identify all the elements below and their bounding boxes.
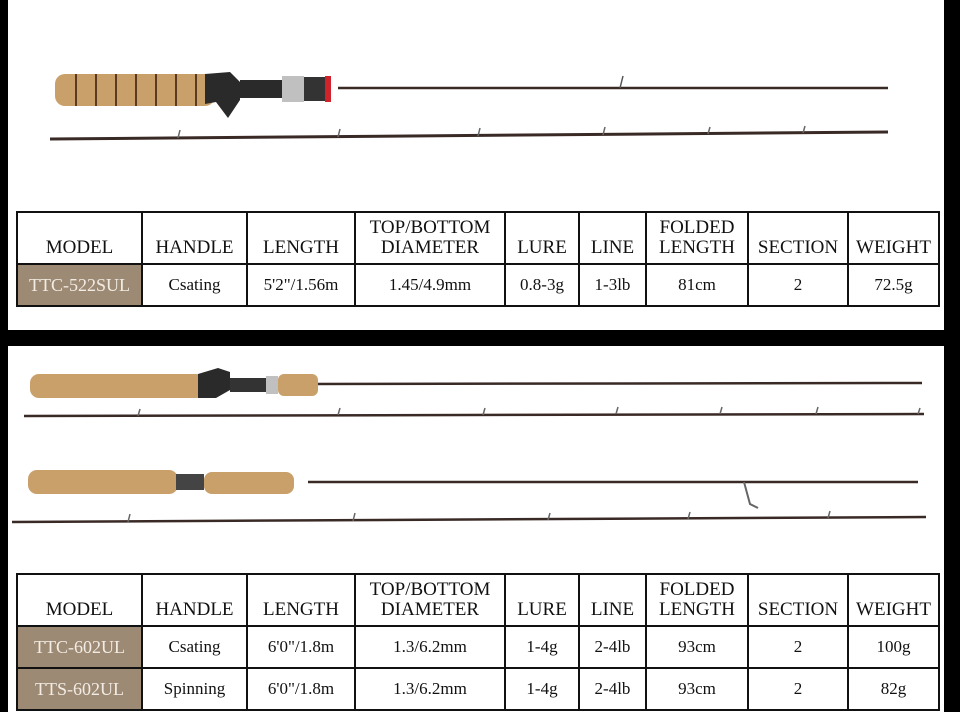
cell-lure: 1-4g (505, 626, 579, 668)
cell-length: 6'0"/1.8m (247, 668, 355, 710)
header-diameter: TOP/BOTTOM DIAMETER (355, 574, 505, 626)
header-model: MODEL (17, 212, 142, 264)
cell-line: 2-4lb (579, 668, 646, 710)
cell-folded: 93cm (646, 626, 748, 668)
header-length: LENGTH (247, 212, 355, 264)
spinning-rod-image (12, 470, 926, 522)
header-length: LENGTH (247, 574, 355, 626)
header-section: SECTION (748, 574, 848, 626)
cell-lure: 1-4g (505, 668, 579, 710)
casting-rod-image-2 (24, 368, 924, 416)
header-folded-length: FOLDED LENGTH (646, 574, 748, 626)
cell-lure: 0.8-3g (505, 264, 579, 306)
product-panel-2 (8, 346, 944, 712)
cell-model: TTC-602UL (17, 626, 142, 668)
rod-tip-section (50, 126, 888, 139)
cell-section: 2 (748, 264, 848, 306)
cell-diameter: 1.45/4.9mm (355, 264, 505, 306)
cell-length: 5'2"/1.56m (247, 264, 355, 306)
cell-folded: 93cm (646, 668, 748, 710)
cell-line: 1-3lb (579, 264, 646, 306)
header-line: LINE (579, 574, 646, 626)
table-header-row (17, 212, 939, 264)
spec-table-2 (16, 573, 940, 711)
header-folded-length: FOLDED LENGTH (646, 212, 748, 264)
cell-handle: Csating (142, 626, 247, 668)
table-header-row (17, 574, 939, 626)
table-row (17, 668, 939, 710)
product-panel-1 (8, 0, 944, 330)
header-line: LINE (579, 212, 646, 264)
cell-model: TTS-602UL (17, 668, 142, 710)
header-lure: LURE (505, 574, 579, 626)
rod-images-2 (8, 346, 944, 546)
cell-folded: 81cm (646, 264, 748, 306)
table-row (17, 626, 939, 668)
cell-section: 2 (748, 668, 848, 710)
cell-model: TTC-522SUL (17, 264, 142, 306)
cell-diameter: 1.3/6.2mm (355, 668, 505, 710)
header-weight: WEIGHT (848, 574, 939, 626)
header-weight: WEIGHT (848, 212, 939, 264)
casting-rod-image-1 (8, 0, 944, 200)
header-handle: HANDLE (142, 212, 247, 264)
cell-weight: 82g (848, 668, 939, 710)
cell-length: 6'0"/1.8m (247, 626, 355, 668)
rod-butt-section (55, 72, 888, 118)
cell-weight: 72.5g (848, 264, 939, 306)
header-section: SECTION (748, 212, 848, 264)
cell-line: 2-4lb (579, 626, 646, 668)
cell-section: 2 (748, 626, 848, 668)
cell-handle: Spinning (142, 668, 247, 710)
header-model: MODEL (17, 574, 142, 626)
cell-weight: 100g (848, 626, 939, 668)
table-row (17, 264, 939, 306)
cell-diameter: 1.3/6.2mm (355, 626, 505, 668)
header-diameter: TOP/BOTTOM DIAMETER (355, 212, 505, 264)
header-lure: LURE (505, 212, 579, 264)
header-handle: HANDLE (142, 574, 247, 626)
spec-table-1 (16, 211, 940, 307)
cell-handle: Csating (142, 264, 247, 306)
